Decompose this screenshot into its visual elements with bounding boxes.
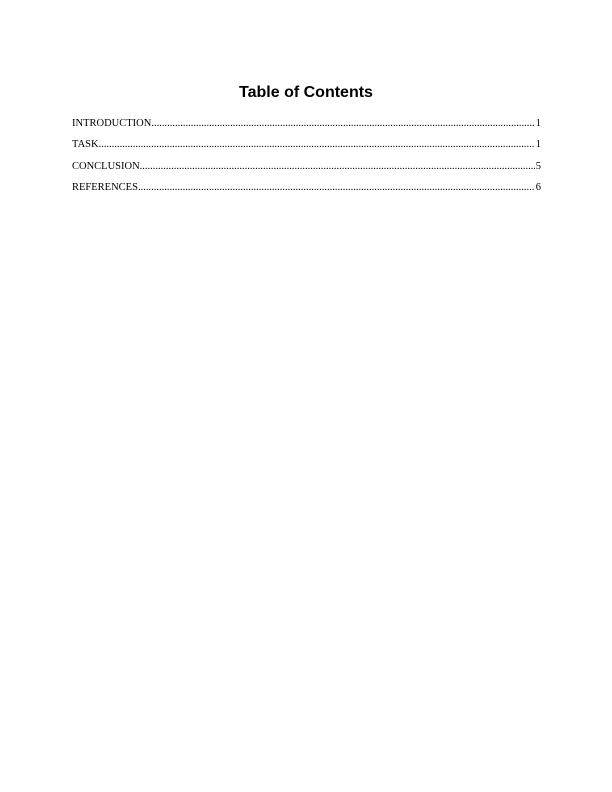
toc-entry-introduction[interactable] (72, 118, 541, 139)
toc-entry-references[interactable] (72, 182, 541, 203)
toc-page-number: 1 (535, 139, 541, 151)
toc-page-number: 6 (535, 181, 541, 193)
toc-page-number: 5 (535, 160, 541, 172)
toc-entry-label: INTRODUCTION (72, 118, 152, 129)
table-of-contents (72, 118, 541, 203)
toc-entry-task[interactable] (72, 139, 541, 160)
toc-dot-leader (140, 161, 535, 172)
toc-entry-conclusion[interactable] (72, 161, 541, 182)
toc-entry-label: TASK (72, 139, 99, 151)
toc-entry-label: CONCLUSION (72, 160, 140, 172)
toc-dot-leader (138, 182, 535, 193)
page-title: Table of Contents (239, 84, 373, 101)
toc-entry-label: REFERENCES (72, 181, 138, 193)
toc-dot-leader (99, 139, 535, 150)
toc-page-number: 1 (535, 118, 541, 129)
toc-dot-leader (151, 118, 534, 129)
